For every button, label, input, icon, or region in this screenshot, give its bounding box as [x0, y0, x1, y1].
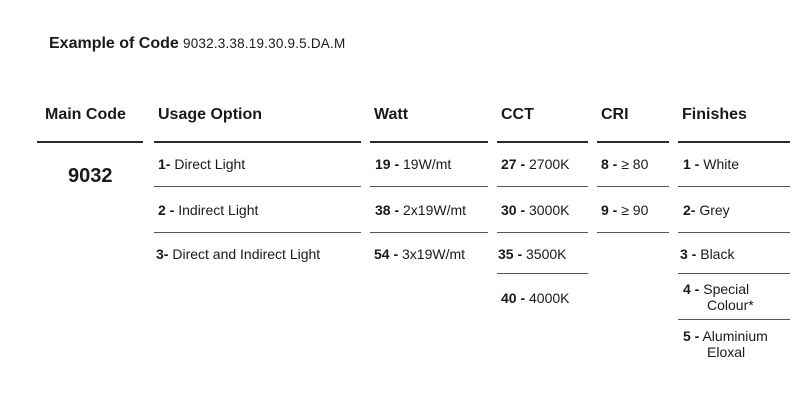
header-cri: CRI	[601, 106, 629, 123]
example-of-code	[49, 35, 345, 53]
option-number: 5 -	[683, 328, 700, 344]
header-cct: CCT	[501, 106, 534, 123]
option-text: Direct and Indirect Light	[172, 246, 321, 262]
finish-option-2	[683, 202, 730, 218]
cct-option-27	[501, 156, 570, 172]
option-text: Black	[700, 246, 735, 262]
option-number: 1-	[158, 156, 171, 172]
option-number: 27 -	[501, 156, 526, 172]
watt-option-38	[375, 202, 466, 218]
option-number: 40 -	[501, 290, 526, 306]
option-text-continued: Colour*	[707, 297, 754, 313]
option-text: White	[703, 156, 740, 172]
option-text-continued: Eloxal	[707, 344, 746, 360]
option-text: 19W/mt	[403, 156, 452, 172]
divider	[370, 186, 488, 187]
option-text: Aluminium	[702, 328, 768, 344]
option-number: 9 -	[601, 202, 618, 218]
finish-option-3	[680, 246, 734, 262]
divider	[370, 232, 488, 233]
usage-option-2	[158, 202, 258, 218]
usage-option-1	[158, 156, 245, 172]
option-number: 8 -	[601, 156, 618, 172]
option-text: 3500K	[526, 246, 567, 262]
option-number: 3-	[156, 246, 169, 262]
example-code: 9032.3.38.19.30.9.5.DA.M	[182, 36, 346, 51]
divider	[370, 141, 488, 143]
main-code-value: 9032	[68, 165, 113, 187]
header-usage-option: Usage Option	[158, 106, 263, 123]
option-text: ≥ 80	[621, 156, 649, 172]
option-text: 2700K	[529, 156, 570, 172]
option-text: 4000K	[529, 290, 570, 306]
example-label: Example of Code	[49, 35, 179, 52]
watt-option-19	[375, 156, 451, 172]
divider	[678, 273, 790, 274]
cct-option-35	[498, 246, 567, 262]
header-finishes: Finishes	[682, 106, 747, 123]
option-number: 38 -	[375, 202, 400, 218]
divider	[597, 141, 669, 143]
cri-option-9	[601, 202, 648, 218]
option-text: Direct Light	[174, 156, 246, 172]
header-main-code: Main Code	[45, 106, 126, 123]
usage-option-3	[156, 246, 320, 262]
option-number: 2-	[683, 202, 696, 218]
divider	[678, 232, 790, 233]
divider	[597, 232, 669, 233]
divider	[678, 186, 790, 187]
divider	[154, 232, 361, 233]
cct-option-40	[501, 290, 570, 306]
divider	[37, 141, 143, 143]
option-text: ≥ 90	[621, 202, 649, 218]
divider	[497, 141, 588, 143]
divider	[154, 186, 361, 187]
watt-option-54	[374, 246, 465, 262]
option-number: 35 -	[498, 246, 523, 262]
option-text: Indirect Light	[178, 202, 259, 218]
divider	[154, 141, 361, 143]
divider	[497, 273, 588, 274]
option-number: 19 -	[375, 156, 400, 172]
divider	[678, 141, 790, 143]
option-text: 3x19W/mt	[402, 246, 466, 262]
divider	[597, 186, 669, 187]
option-number: 1 -	[683, 156, 700, 172]
option-number: 4 -	[683, 281, 700, 297]
option-number: 3 -	[680, 246, 697, 262]
header-watt: Watt	[374, 106, 409, 123]
divider	[497, 186, 588, 187]
divider	[497, 232, 588, 233]
option-text: 3000K	[529, 202, 570, 218]
option-text: Special	[703, 281, 750, 297]
divider	[678, 319, 790, 320]
cct-option-30	[501, 202, 570, 218]
finish-option-1	[683, 156, 739, 172]
option-text: Grey	[699, 202, 730, 218]
cri-option-8	[601, 156, 648, 172]
option-number: 54 -	[374, 246, 399, 262]
finish-option-4	[683, 281, 754, 313]
option-number: 30 -	[501, 202, 526, 218]
option-text: 2x19W/mt	[403, 202, 467, 218]
option-number: 2 -	[158, 202, 175, 218]
finish-option-5	[683, 328, 768, 360]
